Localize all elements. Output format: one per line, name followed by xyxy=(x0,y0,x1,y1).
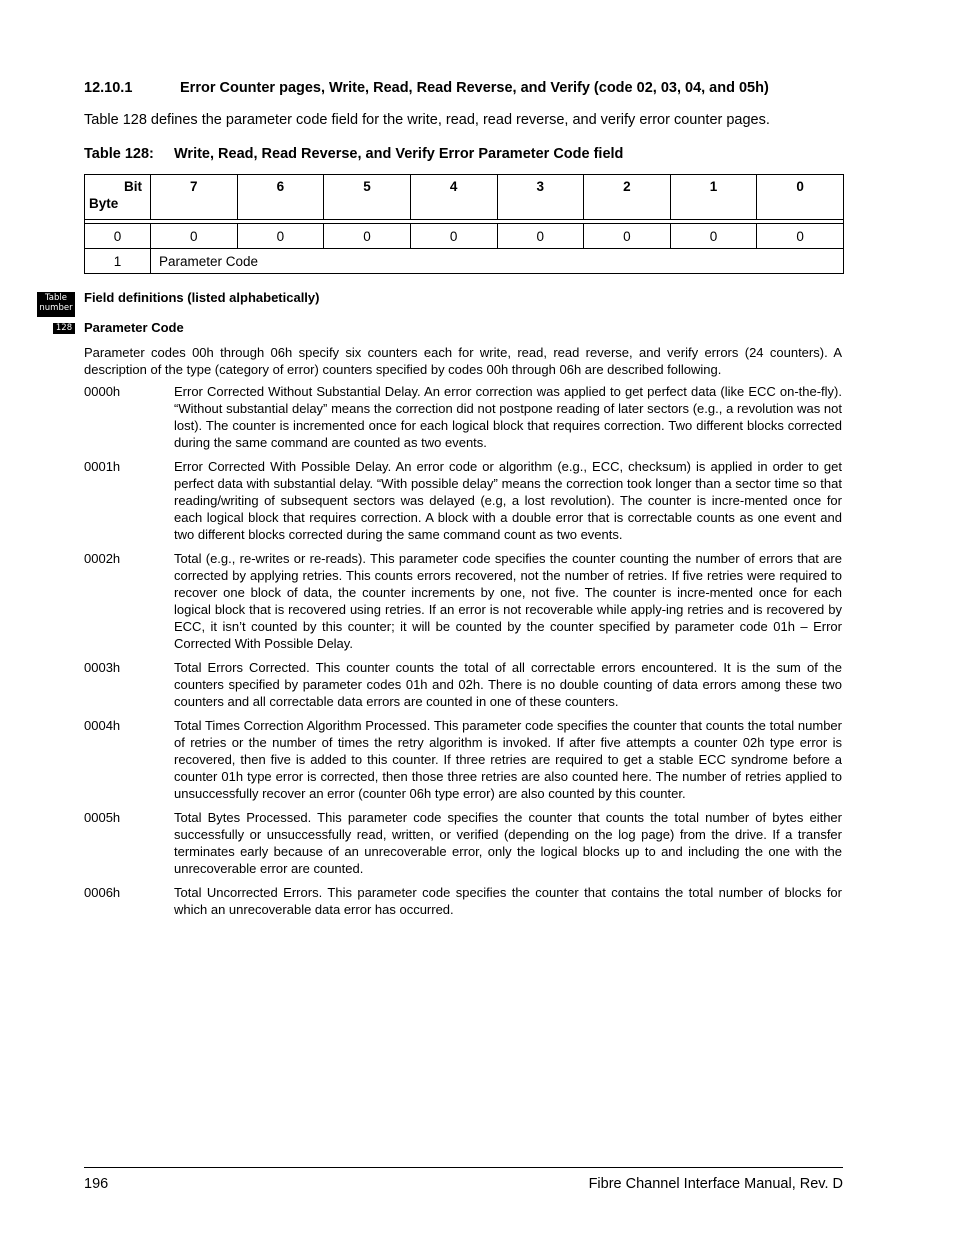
bit-header: 6 xyxy=(237,175,324,220)
bit-cell: 0 xyxy=(757,224,844,249)
definition-text: Total Errors Corrected. This counter counts the total of all correctable errors encountered. It is the sum of the counters specified by parameter codes 01h and 02h. There is no double counting of data errors among these two counters and all correctable data errors are counted in one of these counters. xyxy=(174,660,842,709)
section-title: Error Counter pages, Write, Read, Read Reverse, and Verify (code 02, 03, 04, and 05h) xyxy=(180,80,769,96)
definition-item xyxy=(84,884,842,918)
parameter-code-table xyxy=(84,174,844,274)
table-caption-label: Table 128: xyxy=(84,146,154,162)
definition-text: Error Corrected Without Substantial Delay. An error correction was applied to get perfect data (like ECC on-the-fly). “Without substantial delay” means the correction did not postpone reading of later sectors (e.g., a revolution was not lost). The counter is incremented once for each logical block that requires correction. Two different blocks corrected during the same command are counted as two events. xyxy=(174,384,842,450)
bit-header: 5 xyxy=(324,175,411,220)
definition-item xyxy=(84,809,842,877)
definition-text: Total (e.g., re-writes or re-reads). This parameter code specifies the counter counting the number of errors that are corrected by applying retries. This counts errors recovered, not the number of retries. If five retries were required to recover one block of data, the counter increments by one, not five. The counter is incre-mented once for each logical block that is recovered using retries. If an error is not recoverable while apply-ing retries and is recovered by ECC, it isn’t counted by this counter; it will be counted by the counter specified by parameter code 01h – Error Corrected With Possible Delay. xyxy=(174,551,842,651)
intro-paragraph: Table 128 defines the parameter code field for the write, read, read reverse, and verify error counter pages. xyxy=(84,112,770,128)
table-row xyxy=(85,224,844,249)
bit-header: 0 xyxy=(757,175,844,220)
field-definitions-heading: Field definitions (listed alphabetically) xyxy=(84,290,320,305)
definition-item xyxy=(84,383,842,451)
definition-code: 0006h xyxy=(84,885,121,900)
table-number-badge: Table number xyxy=(37,292,75,317)
bit-cell: 0 xyxy=(584,224,671,249)
bit-cell: 0 xyxy=(237,224,324,249)
page-number: 196 xyxy=(84,1176,109,1192)
table-128-badge: 128 xyxy=(53,323,75,334)
definition-list xyxy=(84,383,842,925)
bit-cell: 0 xyxy=(410,224,497,249)
byte-label: Byte xyxy=(89,196,119,211)
definition-text: Total Bytes Processed. This parameter code specifies the counter that counts the total number of bytes either successfully or unsuccessfully read, written, or verified (depending on the log page) from the drive. If a transfer terminates early because of an unrecoverable error, only the logical blocks up to and including the one with the unrecoverable error are counted. xyxy=(174,810,842,876)
table-row xyxy=(85,249,844,274)
parameter-code-cell: Parameter Code xyxy=(151,249,844,274)
parameter-code-description: Parameter codes 00h through 06h specify six counters each for write, read, read reverse, and verify errors (24 counters). A description of the type (category of error) counters specified by codes 00h through 06h are described following. xyxy=(84,345,842,377)
definition-code: 0004h xyxy=(84,718,121,733)
byte-cell: 0 xyxy=(85,224,151,249)
manual-title: Fibre Channel Interface Manual, Rev. D xyxy=(588,1176,843,1192)
section-heading xyxy=(84,80,769,96)
bit-cell: 0 xyxy=(497,224,584,249)
definition-item xyxy=(84,550,842,652)
bit-cell: 0 xyxy=(151,224,238,249)
definition-text: Error Corrected With Possible Delay. An error code or algorithm (e.g., ECC, checksum) is applied in order to get perfect data with substantial delay. “With possible delay” means the correction took longer than a sector time so that reading/writing of subsequent sectors was delayed (e.g, a lost revolution). The counter is incre-mented once for each logical block that requires correction. A block with a double error that is correctable counts as one event and two different blocks corrected during the same command count as two events. xyxy=(174,459,842,542)
definition-code: 0003h xyxy=(84,660,121,675)
bit-byte-header xyxy=(85,175,151,220)
section-number: 12.10.1 xyxy=(84,80,133,96)
byte-cell: 1 xyxy=(85,249,151,274)
definition-text: Total Uncorrected Errors. This parameter code specifies the counter that contains the total number of blocks for which an unrecoverable data error has occurred. xyxy=(174,885,842,917)
definition-code: 0000h xyxy=(84,384,121,399)
bit-header: 3 xyxy=(497,175,584,220)
bit-cell: 0 xyxy=(324,224,411,249)
definition-code: 0005h xyxy=(84,810,121,825)
definition-item xyxy=(84,659,842,710)
table-caption xyxy=(84,146,623,162)
definition-item xyxy=(84,717,842,802)
definition-code: 0002h xyxy=(84,551,121,566)
definition-item xyxy=(84,458,842,543)
parameter-code-heading: Parameter Code xyxy=(84,320,184,335)
table-caption-title: Write, Read, Read Reverse, and Verify Error Parameter Code field xyxy=(174,146,624,162)
bit-header: 7 xyxy=(151,175,238,220)
footer-rule xyxy=(84,1167,843,1168)
table-header-row xyxy=(85,175,844,220)
bit-cell: 0 xyxy=(670,224,757,249)
bit-header: 4 xyxy=(410,175,497,220)
bit-header: 2 xyxy=(584,175,671,220)
definition-text: Total Times Correction Algorithm Processed. This parameter code specifies the counter that counts the total number of retries or the number of times the retry algorithm is invoked. If after five attempts a counter 02h type error is recovered, then five is added to this counter. If three retries are required to get a stable ECC syndrome before a counter 01h type error is corrected, then those three retries are also counted here. The number of retries applied to unsuccessfully recover an error (counter 06h type error) are also counted by this counter. xyxy=(174,718,842,801)
bit-header: 1 xyxy=(670,175,757,220)
bit-label: Bit xyxy=(124,179,142,194)
definition-code: 0001h xyxy=(84,459,121,474)
